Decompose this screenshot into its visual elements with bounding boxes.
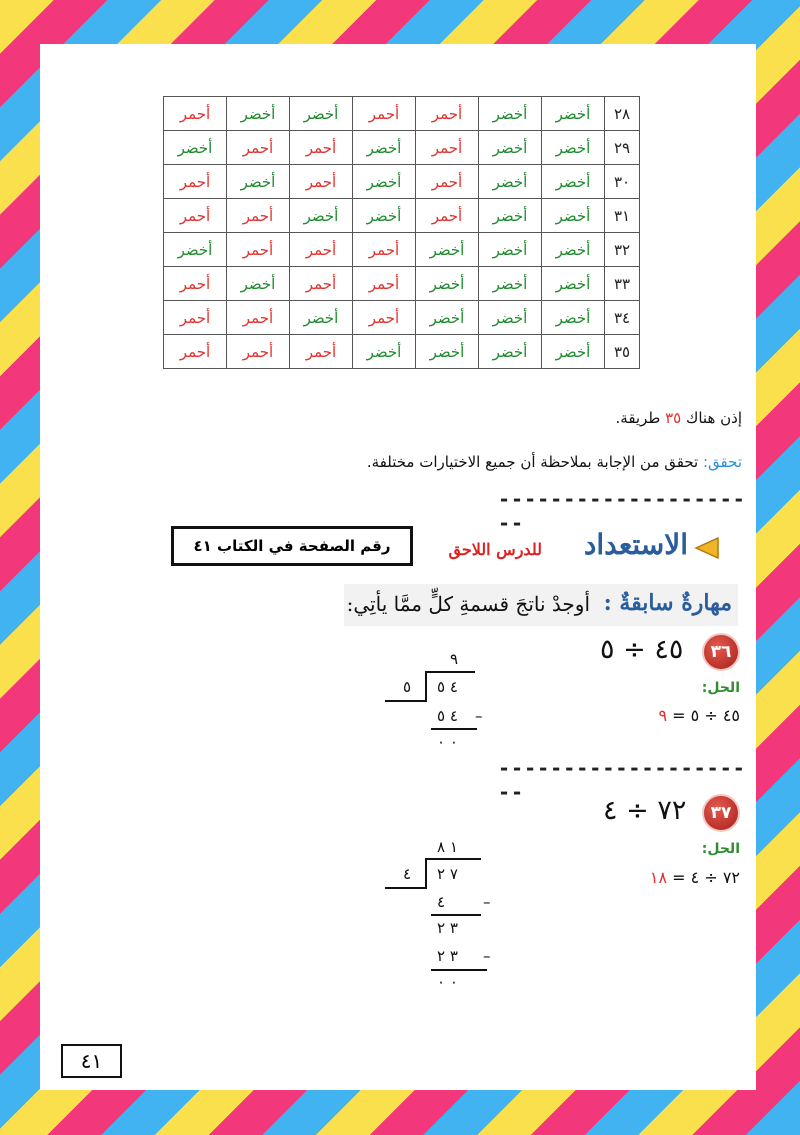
- table-cell: أخضر: [479, 199, 542, 233]
- table-row: [164, 267, 640, 301]
- table-cell: أخضر: [542, 233, 605, 267]
- q37-remainder: ٠ ٠: [437, 973, 458, 991]
- separator-2: ---------------------: [498, 756, 746, 804]
- table-cell: أخضر: [479, 267, 542, 301]
- table-cell: أخضر: [479, 301, 542, 335]
- conclusion-count: ٣٥: [665, 409, 682, 427]
- table-cell: أحمر: [227, 233, 290, 267]
- prep-subtitle: للدرس اللاحق: [448, 540, 542, 559]
- table-cell: أحمر: [164, 301, 227, 335]
- question-36-equation-left: ٤٥ ÷ ٥ =: [667, 706, 740, 725]
- table-cell: أخضر: [164, 233, 227, 267]
- table-cell: أخضر: [542, 335, 605, 369]
- separator-1: ---------------------: [498, 487, 746, 535]
- skill-label: مهارةٌ سابقةٌ :: [603, 590, 732, 616]
- q37-subtrahend-1: ٤: [437, 893, 446, 911]
- table-cell: أحمر: [353, 267, 416, 301]
- table-cell: أحمر: [416, 131, 479, 165]
- prep-header: [418, 530, 718, 564]
- skill-instruction: أوجدْ ناتجَ قسمةِ كلٍّ ممَّا يأتِي:: [346, 592, 590, 616]
- table-cell: أحمر: [290, 267, 353, 301]
- conclusion-line: [616, 409, 742, 427]
- question-37-equation-left: ٧٢ ÷ ٤ =: [667, 868, 740, 887]
- table-cell: أحمر: [290, 335, 353, 369]
- q37-dividend: ٧ ٢: [437, 865, 458, 883]
- table-row: [164, 97, 640, 131]
- table-cell: أحمر: [290, 165, 353, 199]
- q37-partial: ٣ ٢: [437, 919, 458, 937]
- table-cell: أحمر: [227, 199, 290, 233]
- table-row: [164, 301, 640, 335]
- row-number: ٣٤: [605, 301, 640, 335]
- table-cell: أخضر: [290, 301, 353, 335]
- table-cell: أخضر: [290, 97, 353, 131]
- table-cell: أحمر: [227, 335, 290, 369]
- table-cell: أخضر: [416, 267, 479, 301]
- prep-title: الاستعداد: [583, 528, 688, 561]
- table-cell: أخضر: [353, 131, 416, 165]
- table-cell: أخضر: [416, 233, 479, 267]
- table-cell: أخضر: [290, 199, 353, 233]
- table-cell: أخضر: [164, 131, 227, 165]
- question-37-solution-label: الحل:: [701, 841, 740, 857]
- table-cell: أخضر: [353, 165, 416, 199]
- table-cell: أخضر: [227, 165, 290, 199]
- table-cell: أحمر: [353, 301, 416, 335]
- q37-subtrahend-2: ٣ ٢: [437, 947, 458, 965]
- page-sheet: [40, 44, 756, 1090]
- table-cell: أحمر: [164, 335, 227, 369]
- table-cell: أخضر: [227, 97, 290, 131]
- table-cell: أحمر: [164, 199, 227, 233]
- question-37-expression: ٧٢ ÷ ٤: [603, 795, 687, 826]
- question-37-badge: ٣٧: [702, 794, 740, 832]
- verify-label: تحقق:: [702, 453, 742, 471]
- table-row: [164, 233, 640, 267]
- table-cell: أحمر: [353, 97, 416, 131]
- table-cell: أحمر: [164, 97, 227, 131]
- table-cell: أحمر: [416, 165, 479, 199]
- question-36-badge: ٣٦: [702, 633, 740, 671]
- table-row: [164, 199, 640, 233]
- row-number: ٣٠: [605, 165, 640, 199]
- table-cell: أخضر: [542, 165, 605, 199]
- table-cell: أحمر: [290, 233, 353, 267]
- table-cell: أحمر: [416, 199, 479, 233]
- table-cell: أخضر: [479, 97, 542, 131]
- q36-subtrahend: ٤ ٥: [437, 707, 458, 725]
- table-cell: أخضر: [353, 335, 416, 369]
- book-page-box: رقم الصفحة في الكتاب ٤١: [171, 526, 413, 566]
- q36-divisor: ٥: [403, 678, 412, 696]
- q36-dividend: ٤ ٥: [437, 678, 458, 696]
- q37-minus-2: –: [483, 947, 491, 965]
- table-cell: أخضر: [542, 301, 605, 335]
- table-cell: أخضر: [479, 165, 542, 199]
- row-number: ٣١: [605, 199, 640, 233]
- question-36-solution-label: الحل:: [701, 680, 740, 696]
- row-number: ٣٢: [605, 233, 640, 267]
- table-cell: أحمر: [353, 233, 416, 267]
- question-37-result: ١٨: [649, 868, 668, 887]
- table-cell: أخضر: [542, 267, 605, 301]
- table-cell: أحمر: [164, 165, 227, 199]
- row-number: ٣٣: [605, 267, 640, 301]
- row-number: ٣٥: [605, 335, 640, 369]
- question-36-long-division: [385, 644, 515, 754]
- table-cell: أحمر: [227, 301, 290, 335]
- table-cell: أخضر: [353, 199, 416, 233]
- table-row: [164, 131, 640, 165]
- question-37-equation: [650, 868, 740, 887]
- table-cell: أحمر: [227, 131, 290, 165]
- table-row: [164, 165, 640, 199]
- verify-line: [367, 453, 742, 471]
- q37-divisor: ٤: [403, 865, 412, 883]
- q36-quotient: ٩: [450, 650, 459, 668]
- row-number: ٢٩: [605, 131, 640, 165]
- table-cell: أخضر: [542, 131, 605, 165]
- table-cell: أخضر: [542, 97, 605, 131]
- q36-remainder: ٠ ٠: [437, 733, 458, 751]
- table-cell: أحمر: [416, 97, 479, 131]
- table-cell: أحمر: [290, 131, 353, 165]
- q36-minus: –: [475, 707, 483, 725]
- table-cell: أخضر: [416, 335, 479, 369]
- table-cell: أحمر: [164, 267, 227, 301]
- page-number: ٤١: [61, 1044, 122, 1078]
- table-cell: أخضر: [479, 131, 542, 165]
- q37-minus-1: –: [483, 893, 491, 911]
- question-36-result: ٩: [658, 706, 668, 725]
- question-36-equation: [658, 706, 740, 725]
- conclusion-text-before: إذن هناك: [681, 409, 742, 427]
- conclusion-text-after: طريقة.: [615, 409, 666, 427]
- table-cell: أخضر: [479, 233, 542, 267]
- question-36-expression: ٤٥ ÷ ٥: [600, 634, 684, 665]
- table-cell: أخضر: [416, 301, 479, 335]
- question-37-long-division: [385, 834, 545, 994]
- skill-banner: [344, 584, 738, 626]
- table-cell: أخضر: [227, 267, 290, 301]
- table-row: [164, 335, 640, 369]
- triangle-bullet-icon: [694, 536, 720, 560]
- table-cell: أخضر: [479, 335, 542, 369]
- color-combinations-table: [163, 96, 640, 369]
- q37-quotient: ١ ٨: [437, 838, 458, 856]
- verify-text: تحقق من الإجابة بملاحظة أن جميع الاختيارات مختلفة.: [366, 453, 703, 471]
- row-number: ٢٨: [605, 97, 640, 131]
- table-cell: أخضر: [542, 199, 605, 233]
